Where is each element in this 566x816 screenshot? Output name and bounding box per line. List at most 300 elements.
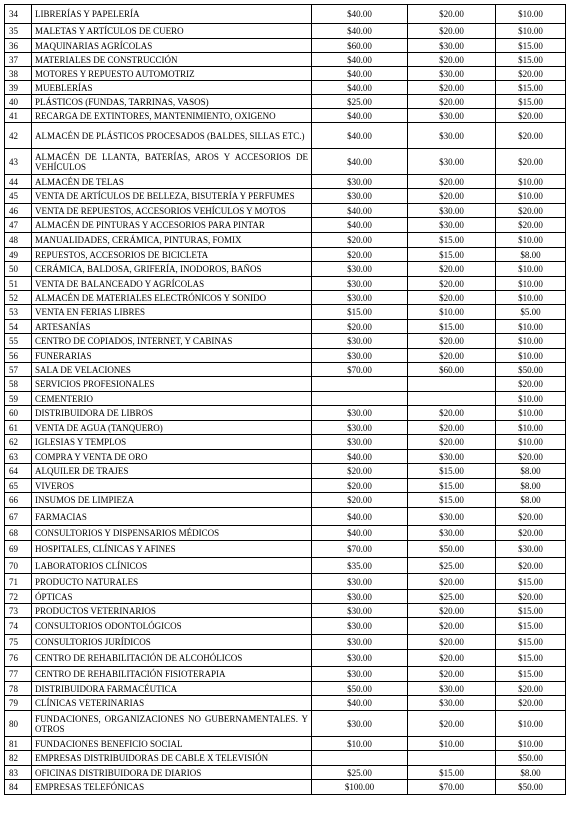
fee-col-1: $30.00 [312,262,408,277]
fee-col-3: $50.00 [496,363,566,377]
fee-col-3: $5.00 [496,305,566,320]
business-type: VENTA DE BALANCEADO Y AGRÍCOLAS [32,277,312,291]
fee-col-3: $50.00 [496,780,566,795]
fee-col-2: $15.00 [408,320,496,334]
fee-col-1: $30.00 [312,635,408,650]
row-number: 41 [5,109,32,123]
fee-col-3: $15.00 [496,667,566,682]
business-type: CONSULTORIOS JURÍDICOS [32,635,312,650]
fee-col-2: $20.00 [408,435,496,450]
table-row [5,291,566,305]
fee-col-1: $40.00 [312,204,408,218]
fee-col-2: $30.00 [408,204,496,218]
table-row [5,604,566,618]
fee-col-3: $20.00 [496,526,566,541]
table-row [5,262,566,277]
table-row [5,751,566,766]
fee-col-2: $25.00 [408,590,496,604]
fee-col-2: $15.00 [408,464,496,479]
business-type: INSUMOS DE LIMPIEZA [32,493,312,508]
row-number: 40 [5,95,32,109]
fee-col-3: $10.00 [496,435,566,450]
fee-col-3: $10.00 [496,233,566,248]
table-row [5,277,566,291]
fee-col-1: $40.00 [312,81,408,95]
fee-col-1: $30.00 [312,291,408,305]
fee-table [4,4,566,795]
table-row [5,479,566,493]
business-type: MAQUINARIAS AGRÍCOLAS [32,39,312,53]
business-type: CENTRO DE COPIADOS, INTERNET, Y CABINAS [32,334,312,349]
row-number: 55 [5,334,32,349]
fee-col-3: $20.00 [496,450,566,464]
fee-col-3: $20.00 [496,508,566,526]
fee-col-1: $40.00 [312,218,408,233]
row-number: 50 [5,262,32,277]
fee-col-3: $8.00 [496,479,566,493]
table-row [5,189,566,204]
row-number: 83 [5,766,32,780]
fee-col-1: $30.00 [312,406,408,421]
fee-col-2 [408,751,496,766]
table-row [5,526,566,541]
row-number: 67 [5,508,32,526]
row-number: 79 [5,696,32,711]
row-number: 57 [5,363,32,377]
row-number: 84 [5,780,32,795]
row-number: 77 [5,667,32,682]
row-number: 38 [5,67,32,81]
fee-col-1: $40.00 [312,5,408,24]
fee-col-1: $20.00 [312,464,408,479]
table-row [5,24,566,39]
table-row [5,392,566,406]
fee-col-2: $30.00 [408,508,496,526]
business-type: ARTESANÍAS [32,320,312,334]
row-number: 43 [5,149,32,175]
business-type: COMPRA Y VENTA DE ORO [32,450,312,464]
row-number: 53 [5,305,32,320]
fee-col-3: $15.00 [496,618,566,635]
fee-col-3: $30.00 [496,541,566,558]
business-type: VENTA DE REPUESTOS, ACCESORIOS VEHÍCULOS Y MOTOS [32,204,312,218]
business-type: OFICINAS DISTRIBUIDORA DE DIARIOS [32,766,312,780]
table-row [5,5,566,24]
row-number: 72 [5,590,32,604]
fee-col-3: $15.00 [496,95,566,109]
business-type: SERVICIOS PROFESIONALES [32,377,312,392]
table-row [5,618,566,635]
fee-col-1: $30.00 [312,349,408,363]
fee-col-3: $10.00 [496,737,566,751]
business-type: CENTRO DE REHABILITACIÓN DE ALCOHÓLICOS [32,650,312,667]
fee-col-2: $15.00 [408,766,496,780]
table-row [5,635,566,650]
fee-col-3: $10.00 [496,277,566,291]
business-type: SALA DE VELACIONES [32,363,312,377]
fee-col-1: $20.00 [312,479,408,493]
row-number: 64 [5,464,32,479]
fee-col-1: $40.00 [312,149,408,175]
fee-col-2: $20.00 [408,650,496,667]
fee-col-2: $20.00 [408,334,496,349]
fee-col-2: $15.00 [408,248,496,262]
fee-col-2: $20.00 [408,277,496,291]
business-type: VENTA EN FERIAS LIBRES [32,305,312,320]
business-type: MANUALIDADES, CERÁMICA, PINTURAS, FOMIX [32,233,312,248]
fee-col-3: $10.00 [496,392,566,406]
fee-col-1: $40.00 [312,24,408,39]
fee-col-2: $20.00 [408,175,496,189]
fee-col-1: $40.00 [312,67,408,81]
fee-col-2: $25.00 [408,558,496,574]
row-number: 80 [5,711,32,737]
row-number: 49 [5,248,32,262]
table-row [5,218,566,233]
fee-col-3: $10.00 [496,349,566,363]
table-row [5,650,566,667]
fee-col-2: $20.00 [408,5,496,24]
business-type: PRODUCTO NATURALES [32,574,312,590]
fee-col-3: $15.00 [496,604,566,618]
fee-col-3: $20.00 [496,377,566,392]
fee-col-1: $40.00 [312,109,408,123]
table-row [5,67,566,81]
row-number: 73 [5,604,32,618]
fee-col-1: $35.00 [312,558,408,574]
row-number: 36 [5,39,32,53]
business-type: MUEBLERÍAS [32,81,312,95]
table-row [5,590,566,604]
business-type: ALMACÉN DE TELAS [32,175,312,189]
business-type: MOTORES Y REPUESTO AUTOMOTRIZ [32,67,312,81]
fee-col-3: $15.00 [496,39,566,53]
row-number: 58 [5,377,32,392]
fee-col-1: $25.00 [312,95,408,109]
fee-col-1 [312,377,408,392]
business-type: FUNDACIONES BENEFICIO SOCIAL [32,737,312,751]
fee-col-3: $10.00 [496,291,566,305]
business-type: IGLESIAS Y TEMPLOS [32,435,312,450]
table-row [5,406,566,421]
fee-col-3: $10.00 [496,175,566,189]
row-number: 54 [5,320,32,334]
table-row [5,305,566,320]
fee-col-1: $50.00 [312,682,408,696]
business-type: REPUESTOS, ACCESORIOS DE BICICLETA [32,248,312,262]
business-type: FARMACIAS [32,508,312,526]
business-type: EMPRESAS TELEFÓNICAS [32,780,312,795]
fee-col-1: $30.00 [312,590,408,604]
row-number: 52 [5,291,32,305]
table-row [5,508,566,526]
fee-col-2: $30.00 [408,109,496,123]
fee-col-1: $25.00 [312,766,408,780]
row-number: 59 [5,392,32,406]
business-type: VENTA DE ARTÍCULOS DE BELLEZA, BISUTERÍA Y PERFUMES [32,189,312,204]
fee-col-3: $50.00 [496,751,566,766]
business-type: CLÍNICAS VETERINARIAS [32,696,312,711]
fee-col-2: $15.00 [408,233,496,248]
table-row [5,363,566,377]
fee-col-2: $15.00 [408,479,496,493]
row-number: 48 [5,233,32,248]
fee-col-2 [408,392,496,406]
table-row [5,123,566,149]
table-row [5,541,566,558]
fee-col-1: $40.00 [312,508,408,526]
fee-col-1: $20.00 [312,320,408,334]
row-number: 37 [5,53,32,67]
fee-col-3: $20.00 [496,149,566,175]
table-row [5,464,566,479]
fee-col-3: $10.00 [496,189,566,204]
row-number: 74 [5,618,32,635]
table-row [5,558,566,574]
table-row [5,574,566,590]
table-row [5,421,566,435]
business-type: DISTRIBUIDORA FARMACÉUTICA [32,682,312,696]
business-type: VIVEROS [32,479,312,493]
fee-col-1: $30.00 [312,667,408,682]
table-row [5,109,566,123]
table-row [5,450,566,464]
row-number: 42 [5,123,32,149]
fee-col-2: $20.00 [408,24,496,39]
fee-col-1: $30.00 [312,604,408,618]
fee-col-2: $20.00 [408,189,496,204]
business-type: ALQUILER DE TRAJES [32,464,312,479]
business-type: PLÁSTICOS (FUNDAS, TARRINAS, VASOS) [32,95,312,109]
fee-col-2: $30.00 [408,218,496,233]
row-number: 60 [5,406,32,421]
fee-col-2: $10.00 [408,737,496,751]
table-row [5,682,566,696]
fee-col-3: $20.00 [496,682,566,696]
fee-col-2: $30.00 [408,39,496,53]
row-number: 65 [5,479,32,493]
fee-col-3: $10.00 [496,421,566,435]
row-number: 61 [5,421,32,435]
fee-col-3: $10.00 [496,711,566,737]
fee-col-1: $40.00 [312,450,408,464]
row-number: 71 [5,574,32,590]
business-type: MALETAS Y ARTÍCULOS DE CUERO [32,24,312,39]
business-type: FUNERARIAS [32,349,312,363]
table-row [5,149,566,175]
table-row [5,667,566,682]
business-type: LIBRERÍAS Y PAPELERÍA [32,5,312,24]
table-row [5,175,566,189]
business-type: EMPRESAS DISTRIBUIDORAS DE CABLE X TELEVISIÓN [32,751,312,766]
table-row [5,320,566,334]
fee-col-2: $20.00 [408,291,496,305]
fee-col-1: $60.00 [312,39,408,53]
row-number: 66 [5,493,32,508]
fee-col-1: $30.00 [312,175,408,189]
fee-col-2: $30.00 [408,450,496,464]
fee-col-3: $20.00 [496,696,566,711]
fee-col-1: $30.00 [312,711,408,737]
business-type: CEMENTERIO [32,392,312,406]
table-row [5,95,566,109]
table-row [5,737,566,751]
fee-col-2: $30.00 [408,526,496,541]
table-row [5,81,566,95]
fee-col-1: $10.00 [312,737,408,751]
row-number: 82 [5,751,32,766]
business-type: CONSULTORIOS Y DISPENSARIOS MÉDICOS [32,526,312,541]
table-row [5,377,566,392]
business-type: DISTRIBUIDORA DE LIBROS [32,406,312,421]
row-number: 75 [5,635,32,650]
table-row [5,53,566,67]
business-type: RECARGA DE EXTINTORES, MANTENIMIENTO, OXIGENO [32,109,312,123]
fee-col-3: $8.00 [496,464,566,479]
row-number: 45 [5,189,32,204]
table-row [5,204,566,218]
fee-col-2: $20.00 [408,635,496,650]
row-number: 76 [5,650,32,667]
fee-col-3: $10.00 [496,24,566,39]
fee-col-1: $20.00 [312,248,408,262]
fee-col-2: $20.00 [408,406,496,421]
fee-col-2: $50.00 [408,541,496,558]
business-type: CENTRO DE REHABILITACIÓN FISIOTERAPIA [32,667,312,682]
fee-col-2: $20.00 [408,81,496,95]
business-type: MATERIALES DE CONSTRUCCIÓN [32,53,312,67]
fee-col-3: $10.00 [496,406,566,421]
table-row [5,766,566,780]
business-type: ÓPTICAS [32,590,312,604]
fee-col-2: $20.00 [408,262,496,277]
fee-col-1: $30.00 [312,189,408,204]
fee-col-2: $60.00 [408,363,496,377]
business-type: CERÁMICA, BALDOSA, GRIFERÍA, INODOROS, BAÑOS [32,262,312,277]
fee-col-2: $15.00 [408,493,496,508]
table-row [5,696,566,711]
fee-col-3: $20.00 [496,218,566,233]
row-number: 56 [5,349,32,363]
table-row [5,248,566,262]
row-number: 78 [5,682,32,696]
business-type: FUNDACIONES, ORGANIZACIONES NO GUBERNAMENTALES. Y OTROS [32,711,312,737]
fee-col-3: $8.00 [496,493,566,508]
fee-col-2: $20.00 [408,53,496,67]
fee-col-1: $30.00 [312,618,408,635]
business-type: ALMACÉN DE PINTURAS Y ACCESORIOS PARA PINTAR [32,218,312,233]
business-type: CONSULTORIOS ODONTOLÓGICOS [32,618,312,635]
fee-col-3: $15.00 [496,53,566,67]
row-number: 68 [5,526,32,541]
fee-col-3: $10.00 [496,5,566,24]
fee-col-1: $15.00 [312,305,408,320]
fee-col-3: $15.00 [496,81,566,95]
business-type: ALMACÉN DE PLÁSTICOS PROCESADOS (BALDES, SILLAS ETC.) [32,123,312,149]
table-row [5,233,566,248]
fee-col-1: $40.00 [312,696,408,711]
fee-col-2: $20.00 [408,604,496,618]
fee-col-3: $10.00 [496,262,566,277]
fee-col-1: $100.00 [312,780,408,795]
table-row [5,780,566,795]
fee-col-1: $20.00 [312,233,408,248]
row-number: 39 [5,81,32,95]
row-number: 34 [5,5,32,24]
row-number: 69 [5,541,32,558]
table-row [5,349,566,363]
table-row [5,334,566,349]
fee-col-1: $30.00 [312,277,408,291]
fee-col-3: $20.00 [496,204,566,218]
fee-col-3: $20.00 [496,123,566,149]
row-number: 35 [5,24,32,39]
business-type: ALMACÉN DE MATERIALES ELECTRÓNICOS Y SONIDO [32,291,312,305]
business-type: ALMACÉN DE LLANTA, BATERÍAS, AROS Y ACCESORIOS DE VEHÍCULOS [32,149,312,175]
fee-col-2: $20.00 [408,667,496,682]
table-row [5,435,566,450]
fee-col-2: $20.00 [408,618,496,635]
fee-col-1: $40.00 [312,123,408,149]
row-number: 44 [5,175,32,189]
row-number: 81 [5,737,32,751]
fee-col-2: $20.00 [408,711,496,737]
fee-col-1 [312,392,408,406]
fee-col-1: $30.00 [312,574,408,590]
business-type: PRODUCTOS VETERINARIOS [32,604,312,618]
fee-col-2: $30.00 [408,67,496,81]
fee-col-3: $20.00 [496,67,566,81]
fee-col-3: $8.00 [496,766,566,780]
fee-col-1: $30.00 [312,650,408,667]
fee-col-3: $10.00 [496,320,566,334]
row-number: 46 [5,204,32,218]
table-row [5,39,566,53]
fee-col-2: $20.00 [408,349,496,363]
fee-col-1: $40.00 [312,53,408,67]
fee-col-1: $30.00 [312,435,408,450]
row-number: 63 [5,450,32,464]
fee-col-2: $10.00 [408,305,496,320]
fee-col-3: $15.00 [496,650,566,667]
row-number: 62 [5,435,32,450]
fee-table-body [5,5,566,795]
business-type: HOSPITALES, CLÍNICAS Y AFINES [32,541,312,558]
fee-col-3: $20.00 [496,558,566,574]
fee-col-1: $70.00 [312,541,408,558]
fee-col-2: $30.00 [408,696,496,711]
fee-col-2: $20.00 [408,421,496,435]
fee-col-3: $20.00 [496,109,566,123]
fee-col-1: $20.00 [312,493,408,508]
table-row [5,711,566,737]
fee-col-3: $15.00 [496,574,566,590]
fee-col-2: $70.00 [408,780,496,795]
table-row [5,493,566,508]
row-number: 51 [5,277,32,291]
business-type: LABORATORIOS CLÍNICOS [32,558,312,574]
business-type: VENTA DE AGUA (TANQUERO) [32,421,312,435]
row-number: 70 [5,558,32,574]
fee-col-3: $15.00 [496,635,566,650]
fee-col-1 [312,751,408,766]
fee-col-3: $8.00 [496,248,566,262]
fee-col-2: $20.00 [408,574,496,590]
fee-col-3: $20.00 [496,590,566,604]
fee-col-2: $30.00 [408,682,496,696]
fee-col-1: $30.00 [312,421,408,435]
fee-col-2: $30.00 [408,123,496,149]
